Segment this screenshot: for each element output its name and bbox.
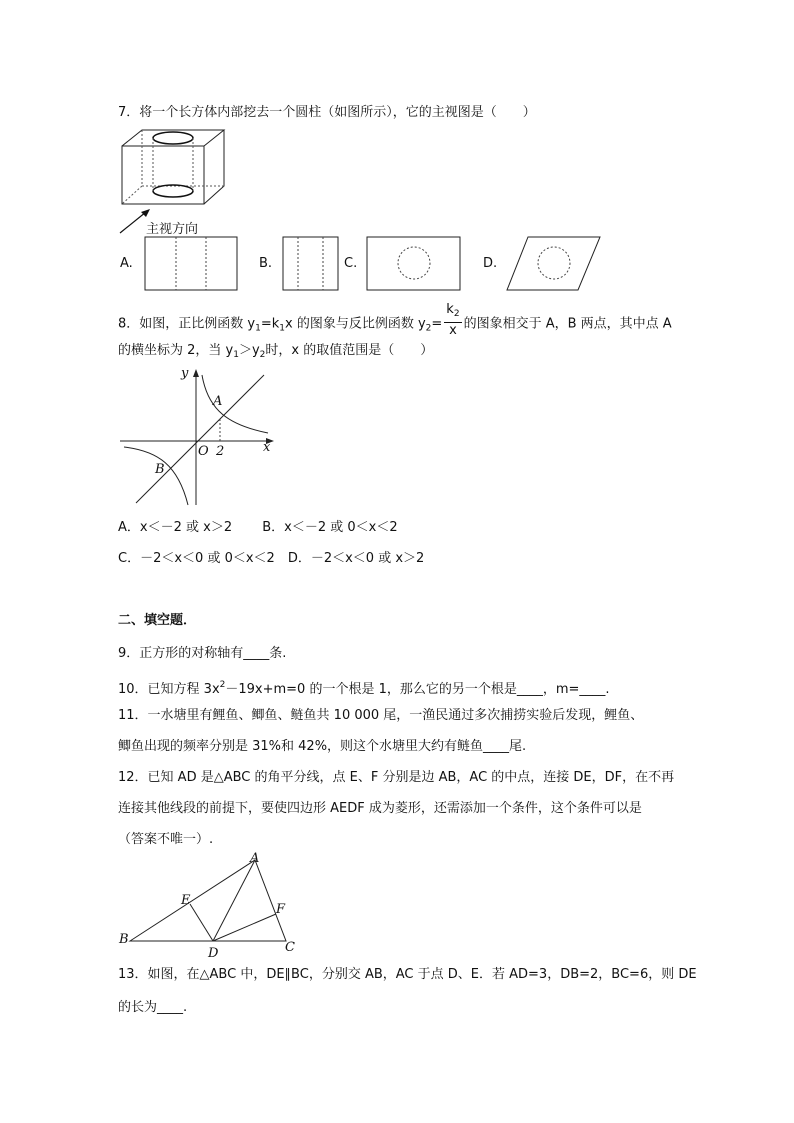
q7-text: 7．将一个长方体内部挖去一个圆柱（如图所示），它的主视图是（ ） xyxy=(118,105,536,120)
q7-option-d-figure xyxy=(506,236,602,292)
section-2-title: 二、填空题． xyxy=(118,613,197,628)
q7-direction-label: 主视方向 xyxy=(146,222,199,237)
q8-tick-two-label: 2 xyxy=(216,444,225,459)
q8-point-a-label: A xyxy=(213,394,223,409)
q12-line-1: 12．已知 AD 是△ABC 的角平分线，点 E、F 分别是边 AB，AC 的中点，连接 DE，DF，在不再 xyxy=(118,770,675,785)
q7-option-b-figure xyxy=(282,236,340,292)
q12-point-d-label: D xyxy=(208,946,219,961)
q13-line-1: 13．如图，在△ABC 中，DE∥BC，分别交 AB，AC 于点 D、E．若 AD=3，DB=2，BC=6，则 DE xyxy=(118,967,697,982)
q7-option-d-label: D. xyxy=(483,256,498,271)
q8-line-2: 的横坐标为 2，当 $y_1>y_2$时，x 的取值范围是（ ） xyxy=(118,343,434,360)
q13-line-2: 的长为____. xyxy=(118,1000,188,1015)
q11-line-1: 11．一水塘里有鲤鱼、鲫鱼、鲢鱼共 10 000 尾，一渔民通过多次捕捞实验后发现，鲤鱼、 xyxy=(118,708,644,723)
q7-option-c-label: C. xyxy=(344,256,358,271)
q8-function-graph xyxy=(118,365,278,510)
q7-option-a-label: A. xyxy=(120,256,133,271)
q8-y-axis-label: y xyxy=(181,366,189,381)
q12-line-3: （答案不唯一）. xyxy=(118,832,214,847)
q10-text: 10．已知方程 $3x^2-19x+m=0$ 的一个根是 1，那么它的另一个根是____，m=____. xyxy=(118,680,610,697)
q7-option-c-figure xyxy=(366,236,462,292)
q12-point-b-label: B xyxy=(119,932,129,947)
q12-line-2: 连接其他线段的前提下，要使四边形 AEDF 成为菱形，还需添加一个条件，这个条件可以是 xyxy=(118,801,642,816)
q8-x-axis-label: x xyxy=(263,440,271,455)
q7-option-a-figure xyxy=(144,236,239,292)
q8-fraction: $\frac{k_2}{x}$ xyxy=(446,302,460,338)
q12-point-c-label: C xyxy=(285,940,295,955)
q8-line-1: 8．如图，正比例函数 $y_1=k_1x$ 的图象与反比例函数 $y_2=$ $\frac{k_2}{x}$ 的图象相交于 A，B 两点，其中点 A xyxy=(118,302,672,338)
q8-options-row-1: A．x＜－2 或 x＞2 B．x＜－2 或 0＜x＜2 xyxy=(118,520,398,535)
q12-point-f-label: F xyxy=(276,902,286,917)
q9-text: 9．正方形的对称轴有____条. xyxy=(118,646,287,661)
q12-point-a-label: A xyxy=(250,851,260,866)
q7-option-b-label: B. xyxy=(259,256,273,271)
q8-point-b-label: B xyxy=(155,462,165,477)
q11-line-2: 鲫鱼出现的频率分别是 31%和 42%，则这个水塘里大约有鲢鱼____尾. xyxy=(118,739,527,754)
q12-point-e-label: E xyxy=(181,893,191,908)
q8-origin-label: O xyxy=(198,444,209,459)
q8-options-row-2: C．－2＜x＜0 或 0＜x＜2 D．－2＜x＜0 或 x＞2 xyxy=(118,551,425,566)
